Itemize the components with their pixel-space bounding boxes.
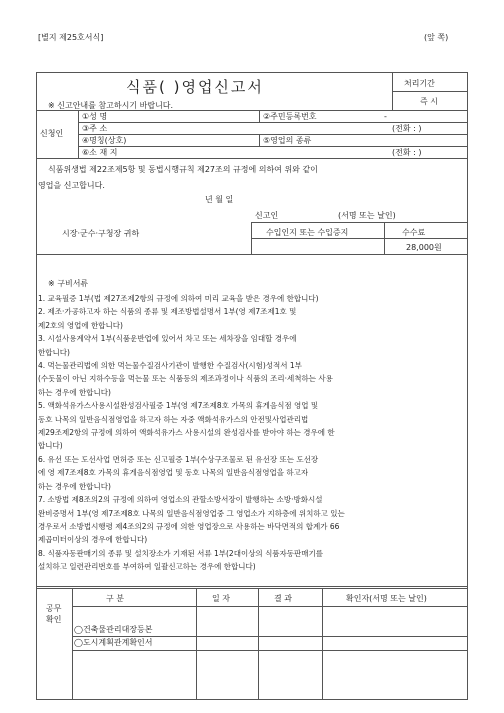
document-line: 제29조제2항의 규정에 의하여 액화석유가스 사용시설의 완성검사를 받아야 하는 경우에 한 — [38, 428, 335, 438]
col-result-header: 결 과 — [274, 594, 292, 603]
notice-text: ※ 신고안내를 참고하시기 바랍니다. — [48, 101, 174, 110]
document-line: 동호 나목의 일반음식점영업을 하고자 하는 자중 액화석유가스의 안전및사업관리법 — [38, 414, 309, 424]
documents-heading: ※ 구비서류 — [48, 279, 89, 288]
document-line: 3. 시설사용계약서 1부(식품운반업에 있어서 차고 또는 세차장을 임대할 경우에 — [38, 334, 297, 344]
col-type-header: 구 분 — [106, 594, 124, 603]
document-line: 1. 교육필증 1부(법 제27조제2항의 규정에 의하여 미리 교육을 받은 경우에 한합니다) — [38, 294, 319, 303]
business-type-label: ⑤영업의 종류 — [263, 136, 312, 145]
address-phone: (전화 : ) — [392, 124, 422, 133]
declaration-line-2: 영업을 신고합니다. — [38, 181, 105, 190]
document-line: (수돗물이 아닌 지하수등을 먹는물 또는 식품등의 제조과정이나 식품의 조리·세척하는 사용 — [38, 374, 333, 384]
document-line: 제곱미터이상의 경우에 한합니다) — [38, 535, 148, 545]
reporter-label: 신고인 — [255, 211, 279, 220]
document-line: 4. 먹는물관리법에 의한 먹는물수질검사기관이 발행한 수질검사(시험)성적서 1부 — [38, 361, 302, 371]
document-line: 7. 소방법 제8조의2의 규정에 의하여 영업소의 관할소방서장이 발행하는 소방·방화시설 — [38, 495, 323, 505]
business-name-label: ④명칭(상호) — [82, 136, 127, 145]
location-label: ⑥소 재 지 — [82, 148, 118, 157]
document-line: 경우로서 소방법시행령 제4조의2의 규정에 의한 영업장으로 사용하는 바닥면적의 합계가 66 — [38, 521, 340, 531]
processing-period-value: 즉 시 — [420, 97, 438, 106]
document-line: 하는 경우에 한합니다) — [38, 481, 111, 491]
rrn-dash: - — [384, 112, 387, 121]
document-line: 2. 제조·가공하고자 하는 식품의 종류 및 제조방법설명서 1부(영 제7조제1호 및 — [38, 307, 297, 317]
processing-period-label: 처리기간 — [404, 79, 435, 88]
name-label: ①성 명 — [82, 112, 108, 121]
document-line: 설치하고 일련관리번호를 부여하여 일괄신고하는 경우에 한합니다) — [38, 562, 256, 572]
confirm-row-building-register: ◯건축물관리대장등본 — [74, 625, 153, 634]
col-confirmer-header: 확인자(서명 또는 날인) — [346, 594, 427, 603]
signature-note: (서명 또는 날인) — [338, 211, 396, 220]
fee-value: 28,000원 — [406, 243, 442, 252]
document-line: 하는 경우에 한합니다) — [38, 387, 111, 397]
fee-label: 수수료 — [402, 228, 426, 237]
stamp-label: 수입인지 또는 수입증지 — [266, 228, 349, 237]
addressee: 시장·군수·구청장 귀하 — [62, 229, 140, 238]
confirm-row-urban-plan: ◯도시계획관계확인서 — [74, 638, 153, 647]
location-phone: (전화 : ) — [392, 148, 422, 157]
applicant-label: 신청인 — [40, 129, 64, 138]
declaration-line-1: 식품위생법 제22조제5항 및 동법시행규칙 제27조의 규정에 의하여 위와 같이 — [48, 165, 318, 174]
confirm-side-label-2: 확인 — [46, 615, 62, 624]
address-label: ③주 소 — [82, 124, 108, 133]
confirm-side-label-1: 공무 — [46, 604, 62, 613]
form-title: 식품( )영업신고서 — [126, 78, 264, 96]
document-line: 5. 액화석유가스사용시설완성검사필증 1부(영 제7조제8호 가목의 휴게음식점 영업 및 — [38, 401, 319, 411]
document-line: 8. 식품자동판매기의 종류 및 설치장소가 기재된 서류 1부(2대이상의 식품자동판매기를 — [38, 548, 324, 558]
col-date-header: 일 자 — [212, 594, 230, 603]
declaration-date: 년 월 일 — [205, 195, 234, 204]
page-note: (앞 쪽) — [424, 33, 449, 42]
document-line: 제2호의 영업에 한합니다) — [38, 320, 123, 330]
rrn-label: ②주민등록번호 — [263, 112, 317, 121]
document-line: 6. 유선 또는 도선사업 면허증 또는 신고필증 1부(수상구조물로 된 유선장 또는 도선장 — [38, 454, 319, 464]
document-line: 완비증명서 1부(영 제7조제8호 나목의 일반음식점영업중 그 영업소가 지하층에 위치하고 있는 — [38, 508, 345, 518]
form-number: [별지 제25호서식] — [38, 33, 104, 42]
document-line: 에 영 제7조제8호 가목의 휴게음식점영업 및 동호 나목의 일반음식점영업을 하고자 — [38, 468, 309, 478]
documents-list — [38, 292, 345, 574]
document-line: 합니다) — [38, 441, 63, 451]
document-line: 한합니다) — [38, 347, 70, 357]
